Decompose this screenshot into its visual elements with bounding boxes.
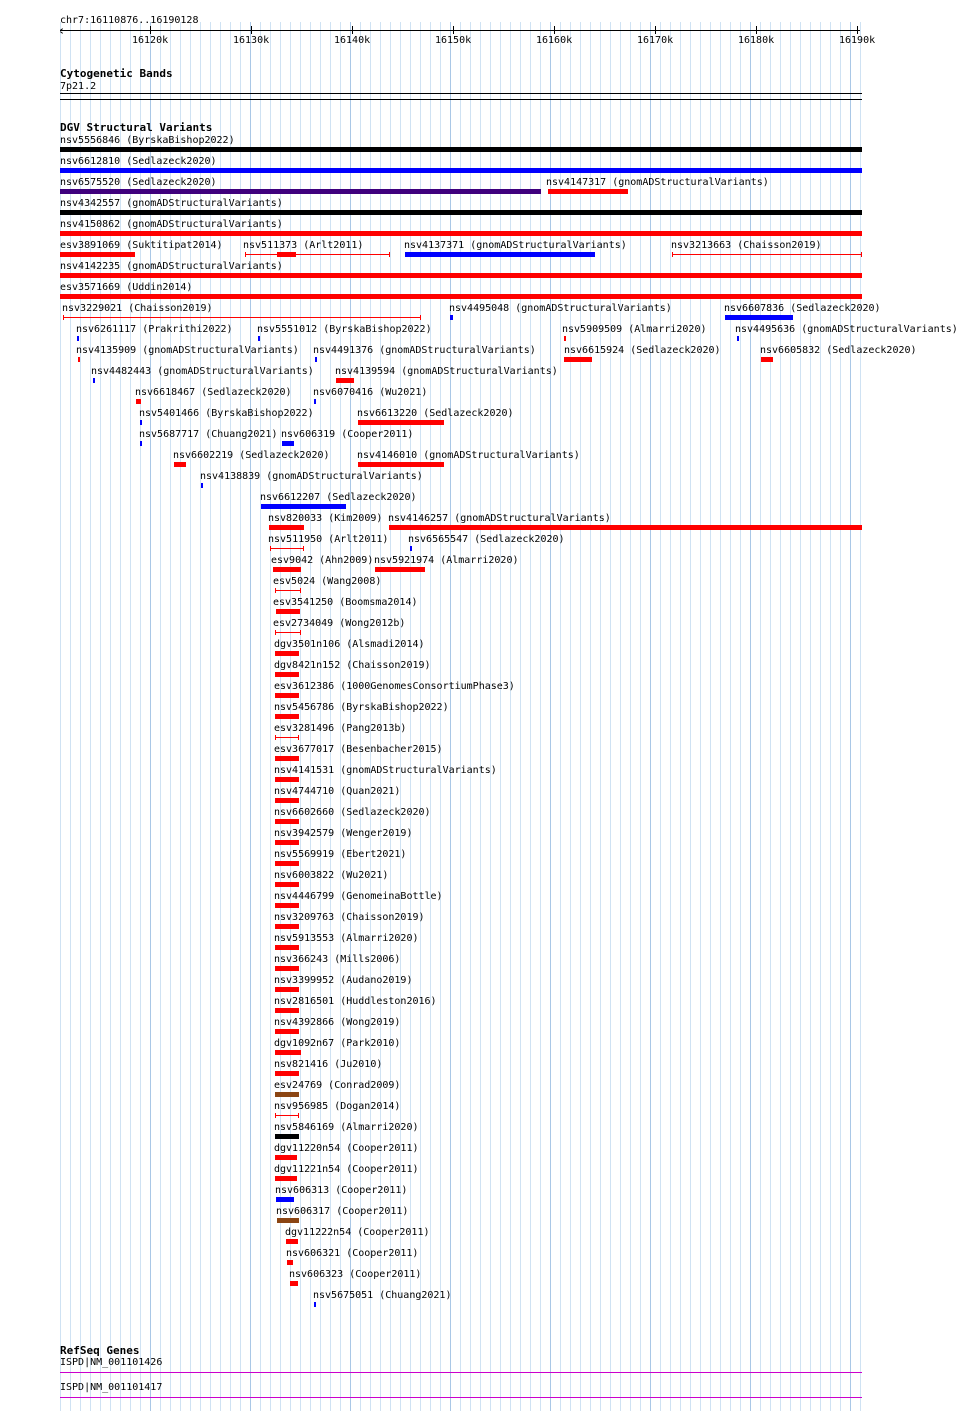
- feature-glyph[interactable]: [375, 567, 425, 572]
- feature-cap: [300, 588, 301, 593]
- ruler-tick: [857, 26, 858, 34]
- feature-glyph[interactable]: [245, 254, 390, 255]
- feature-glyph[interactable]: [275, 1092, 299, 1097]
- feature-label[interactable]: nsv606319 (Cooper2011): [281, 429, 414, 440]
- feature-label[interactable]: nsv5556846 (ByrskaBishop2022): [60, 135, 235, 146]
- feature-label[interactable]: nsv820033 (Kim2009): [268, 513, 383, 524]
- feature-label[interactable]: nsv6615924 (Sedlazeck2020): [564, 345, 721, 356]
- feature-label[interactable]: nsv3213663 (Chaisson2019): [671, 240, 822, 251]
- cytoband-bottom-line: [60, 99, 862, 100]
- feature-glyph[interactable]: [270, 548, 304, 549]
- feature-label[interactable]: nsv5551012 (ByrskaBishop2022): [257, 324, 432, 335]
- feature-label[interactable]: nsv6070416 (Wu2021): [313, 387, 428, 398]
- feature-label[interactable]: nsv6605832 (Sedlazeck2020): [760, 345, 917, 356]
- feature-label[interactable]: nsv606323 (Cooper2011): [289, 1269, 422, 1280]
- feature-glyph[interactable]: [273, 567, 301, 572]
- feature-label[interactable]: dgv11220n54 (Cooper2011): [274, 1143, 419, 1154]
- feature-cap: [300, 630, 301, 635]
- feature-label[interactable]: nsv4139594 (gnomADStructuralVariants): [335, 366, 558, 377]
- feature-label[interactable]: nsv6618467 (Sedlazeck2020): [135, 387, 292, 398]
- feature-glyph[interactable]: [275, 1134, 299, 1139]
- feature-glyph[interactable]: [275, 1050, 301, 1055]
- feature-glyph[interactable]: [358, 420, 444, 425]
- ruler-tick-label: 16120k: [132, 35, 169, 46]
- feature-glyph[interactable]: [63, 317, 421, 318]
- feature-glyph[interactable]: [77, 336, 79, 341]
- feature-glyph[interactable]: [275, 987, 299, 992]
- feature-label[interactable]: nsv4392866 (Wong2019): [274, 1017, 401, 1028]
- feature-label[interactable]: esv3541250 (Boomsma2014): [273, 597, 418, 608]
- feature-cap: [275, 588, 276, 593]
- feature-cap: [298, 1113, 299, 1118]
- ruler-tick: [655, 26, 656, 34]
- feature-cap: [275, 735, 276, 740]
- feature-glyph[interactable]: [275, 590, 301, 591]
- cytoband-label[interactable]: 7p21.2: [60, 81, 97, 92]
- feature-label[interactable]: nsv6602660 (Sedlazeck2020): [274, 807, 431, 818]
- feature-glyph[interactable]: [286, 1239, 298, 1244]
- feature-glyph[interactable]: [290, 1281, 298, 1286]
- feature-glyph[interactable]: [275, 819, 299, 824]
- feature-label[interactable]: nsv821416 (Ju2010): [274, 1059, 383, 1070]
- feature-label[interactable]: nsv511950 (Arlt2011): [268, 534, 389, 545]
- feature-glyph[interactable]: [282, 441, 294, 446]
- feature-label[interactable]: nsv5675051 (Chuang2021): [313, 1290, 452, 1301]
- feature-glyph[interactable]: [269, 525, 304, 530]
- feature-glyph[interactable]: [275, 1029, 299, 1034]
- feature-label[interactable]: nsv606321 (Cooper2011): [286, 1248, 419, 1259]
- feature-label[interactable]: nsv4135909 (gnomADStructuralVariants): [76, 345, 299, 356]
- feature-glyph[interactable]: [60, 294, 862, 299]
- feature-glyph[interactable]: [275, 714, 299, 719]
- feature-label[interactable]: esv9042 (Ahn2009): [271, 555, 374, 566]
- feature-label[interactable]: nsv3209763 (Chaisson2019): [274, 912, 425, 923]
- feature-label[interactable]: esv2734049 (Wong2012b): [273, 618, 406, 629]
- feature-label[interactable]: nsv5909509 (Almarri2020): [562, 324, 707, 335]
- feature-glyph[interactable]: [277, 1218, 299, 1223]
- feature-label[interactable]: nsv6602219 (Sedlazeck2020): [173, 450, 330, 461]
- feature-glyph[interactable]: [275, 693, 299, 698]
- feature-label[interactable]: nsv5921974 (Almarri2020): [374, 555, 519, 566]
- feature-glyph[interactable]: [60, 252, 135, 257]
- feature-label[interactable]: nsv6607836 (Sedlazeck2020): [724, 303, 881, 314]
- feature-label[interactable]: nsv4482443 (gnomADStructuralVariants): [91, 366, 314, 377]
- feature-cap: [861, 252, 862, 257]
- feature-glyph[interactable]: [275, 756, 299, 761]
- feature-cap: [389, 252, 390, 257]
- feature-label[interactable]: nsv4146257 (gnomADStructuralVariants): [388, 513, 611, 524]
- feature-glyph[interactable]: [275, 966, 299, 971]
- feature-cap: [672, 252, 673, 257]
- feature-label[interactable]: esv3571669 (Uddin2014): [60, 282, 193, 293]
- feature-label[interactable]: nsv4491376 (gnomADStructuralVariants): [313, 345, 536, 356]
- feature-label[interactable]: nsv606317 (Cooper2011): [276, 1206, 409, 1217]
- feature-glyph[interactable]: [60, 168, 862, 173]
- feature-label[interactable]: nsv5401466 (ByrskaBishop2022): [139, 408, 314, 419]
- feature-label[interactable]: nsv3229021 (Chaisson2019): [62, 303, 213, 314]
- feature-glyph[interactable]: [93, 378, 95, 383]
- feature-label[interactable]: nsv4150862 (gnomADStructuralVariants): [60, 219, 283, 230]
- feature-glyph[interactable]: [60, 273, 862, 278]
- feature-glyph[interactable]: [140, 420, 142, 425]
- feature-label[interactable]: nsv4141531 (gnomADStructuralVariants): [274, 765, 497, 776]
- feature-label[interactable]: nsv4146010 (gnomADStructuralVariants): [357, 450, 580, 461]
- gene-glyph[interactable]: [60, 1397, 862, 1398]
- feature-label[interactable]: nsv6565547 (Sedlazeck2020): [408, 534, 565, 545]
- feature-glyph[interactable]: [275, 798, 299, 803]
- cytoband-top-line: [60, 93, 862, 94]
- feature-label[interactable]: esv5024 (Wang2008): [273, 576, 382, 587]
- feature-label[interactable]: nsv5687717 (Chuang2021): [139, 429, 278, 440]
- feature-glyph[interactable]: [60, 210, 862, 215]
- feature-label[interactable]: nsv511373 (Arlt2011): [243, 240, 364, 251]
- ruler-tick: [756, 26, 757, 34]
- feature-label[interactable]: nsv3942579 (Wenger2019): [274, 828, 413, 839]
- feature-label[interactable]: nsv4147317 (gnomADStructuralVariants): [546, 177, 769, 188]
- dgv-track-title: DGV Structural Variants: [60, 121, 213, 134]
- gene-glyph[interactable]: [60, 1372, 862, 1373]
- ruler-tick-label: 16180k: [738, 35, 775, 46]
- feature-glyph[interactable]: [60, 189, 541, 194]
- feature-label[interactable]: nsv6613220 (Sedlazeck2020): [357, 408, 514, 419]
- feature-label[interactable]: nsv3399952 (Audano2019): [274, 975, 413, 986]
- feature-glyph[interactable]: [315, 357, 317, 362]
- feature-label[interactable]: nsv4495048 (gnomADStructuralVariants): [449, 303, 672, 314]
- feature-label[interactable]: nsv6612810 (Sedlazeck2020): [60, 156, 217, 167]
- feature-label[interactable]: nsv4138839 (gnomADStructuralVariants): [200, 471, 423, 482]
- feature-glyph[interactable]: [275, 1115, 299, 1116]
- feature-glyph[interactable]: [564, 336, 566, 341]
- feature-glyph[interactable]: [78, 357, 80, 362]
- feature-label[interactable]: esv3281496 (Pang2013b): [274, 723, 407, 734]
- feature-label[interactable]: nsv5569919 (Ebert2021): [274, 849, 407, 860]
- feature-cap: [270, 546, 271, 551]
- ruler-tick-label: 16160k: [536, 35, 573, 46]
- feature-label[interactable]: esv3677017 (Besenbacher2015): [274, 744, 443, 755]
- feature-glyph[interactable]: [275, 632, 301, 633]
- feature-label[interactable]: nsv6575520 (Sedlazeck2020): [60, 177, 217, 188]
- feature-label[interactable]: nsv6612207 (Sedlazeck2020): [260, 492, 417, 503]
- feature-label[interactable]: nsv4495636 (gnomADStructuralVariants): [735, 324, 958, 335]
- feature-glyph[interactable]: [140, 441, 142, 446]
- feature-label[interactable]: esv24769 (Conrad2009): [274, 1080, 401, 1091]
- feature-label[interactable]: nsv4137371 (gnomADStructuralVariants): [404, 240, 627, 251]
- refseq-track-title: RefSeq Genes: [60, 1344, 140, 1357]
- feature-glyph[interactable]: [275, 737, 299, 738]
- ruler-tick-label: 16170k: [637, 35, 674, 46]
- ruler-tick-label: 16130k: [233, 35, 270, 46]
- feature-glyph[interactable]: [275, 1008, 299, 1013]
- ruler-tick: [554, 26, 555, 34]
- feature-cap: [275, 630, 276, 635]
- feature-label[interactable]: nsv6261117 (Prakrithi2022): [76, 324, 233, 335]
- feature-glyph[interactable]: [737, 336, 739, 341]
- feature-glyph[interactable]: [275, 1155, 297, 1160]
- feature-cap: [303, 546, 304, 551]
- feature-glyph[interactable]: [548, 189, 628, 194]
- feature-glyph[interactable]: [275, 1176, 297, 1181]
- feature-glyph[interactable]: [136, 399, 141, 404]
- gene-label[interactable]: ISPD|NM_001101417: [60, 1382, 163, 1393]
- feature-glyph[interactable]: [450, 315, 453, 320]
- feature-cap: [245, 252, 246, 257]
- feature-label[interactable]: esv3612386 (1000GenomesConsortiumPhase3): [274, 681, 515, 692]
- feature-glyph[interactable]: [275, 924, 299, 929]
- feature-label[interactable]: nsv606313 (Cooper2011): [275, 1185, 408, 1196]
- feature-label[interactable]: nsv4744710 (Quan2021): [274, 786, 401, 797]
- feature-glyph[interactable]: [275, 1071, 299, 1076]
- ruler-tick-label: 16140k: [334, 35, 371, 46]
- feature-glyph[interactable]: [258, 336, 260, 341]
- feature-glyph[interactable]: [275, 651, 299, 656]
- gene-label[interactable]: ISPD|NM_001101426: [60, 1357, 163, 1368]
- feature-glyph[interactable]: [201, 483, 203, 488]
- feature-glyph[interactable]: [389, 525, 862, 530]
- feature-label[interactable]: nsv5913553 (Almarri2020): [274, 933, 419, 944]
- feature-cap: [298, 735, 299, 740]
- feature-label[interactable]: nsv4142235 (gnomADStructuralVariants): [60, 261, 283, 272]
- feature-label[interactable]: nsv4342557 (gnomADStructuralVariants): [60, 198, 283, 209]
- ruler-line: [60, 30, 860, 31]
- feature-label[interactable]: nsv6003822 (Wu2021): [274, 870, 389, 881]
- feature-label[interactable]: nsv956985 (Dogan2014): [274, 1101, 401, 1112]
- feature-glyph[interactable]: [174, 462, 186, 467]
- region-label: chr7:16110876..16190128: [60, 15, 199, 26]
- feature-glyph[interactable]: [410, 546, 412, 551]
- feature-label[interactable]: dgv8421n152 (Chaisson2019): [274, 660, 431, 671]
- feature-glyph[interactable]: [314, 399, 316, 404]
- feature-label[interactable]: nsv5846169 (Almarri2020): [274, 1122, 419, 1133]
- ruler-tick: [150, 26, 151, 34]
- feature-label[interactable]: nsv4446799 (GenomeinaBottle): [274, 891, 443, 902]
- feature-glyph[interactable]: [761, 357, 773, 362]
- feature-label[interactable]: dgv11222n54 (Cooper2011): [285, 1227, 430, 1238]
- feature-glyph[interactable]: [261, 504, 346, 509]
- feature-glyph[interactable]: [358, 462, 444, 467]
- feature-glyph[interactable]: [672, 254, 862, 255]
- ruler-tick-label: 16150k: [435, 35, 472, 46]
- ruler-tick: [453, 26, 454, 34]
- feature-glyph[interactable]: [275, 777, 299, 782]
- feature-glyph-block[interactable]: [277, 252, 296, 257]
- feature-label[interactable]: dgv3501n106 (Alsmadi2014): [274, 639, 425, 650]
- feature-glyph[interactable]: [314, 1302, 316, 1307]
- feature-glyph[interactable]: [275, 672, 299, 677]
- feature-glyph[interactable]: [275, 840, 299, 845]
- feature-cap: [420, 315, 421, 320]
- feature-label[interactable]: nsv366243 (Mills2006): [274, 954, 401, 965]
- feature-glyph[interactable]: [60, 231, 862, 236]
- feature-glyph[interactable]: [276, 1197, 294, 1202]
- feature-glyph[interactable]: [275, 882, 299, 887]
- feature-cap: [63, 315, 64, 320]
- feature-glyph[interactable]: [405, 252, 595, 257]
- feature-glyph[interactable]: [276, 609, 300, 614]
- feature-glyph[interactable]: [725, 315, 793, 320]
- feature-glyph[interactable]: [287, 1260, 293, 1265]
- feature-label[interactable]: esv3891069 (Suktitipat2014): [60, 240, 223, 251]
- ruler-tick-label: 16190k: [839, 35, 876, 46]
- feature-label[interactable]: dgv11221n54 (Cooper2011): [274, 1164, 419, 1175]
- ruler-tick: [251, 26, 252, 34]
- feature-label[interactable]: dgv1092n67 (Park2010): [274, 1038, 401, 1049]
- feature-label[interactable]: nsv5456786 (ByrskaBishop2022): [274, 702, 449, 713]
- feature-glyph[interactable]: [60, 147, 862, 152]
- feature-label[interactable]: nsv2816501 (Huddleston2016): [274, 996, 437, 1007]
- feature-glyph[interactable]: [564, 357, 592, 362]
- feature-glyph[interactable]: [275, 945, 299, 950]
- feature-glyph[interactable]: [275, 861, 299, 866]
- feature-cap: [275, 1113, 276, 1118]
- feature-glyph[interactable]: [275, 903, 299, 908]
- ruler-tick: [352, 26, 353, 34]
- cytoband-track-title: Cytogenetic Bands: [60, 67, 173, 80]
- feature-glyph[interactable]: [336, 378, 354, 383]
